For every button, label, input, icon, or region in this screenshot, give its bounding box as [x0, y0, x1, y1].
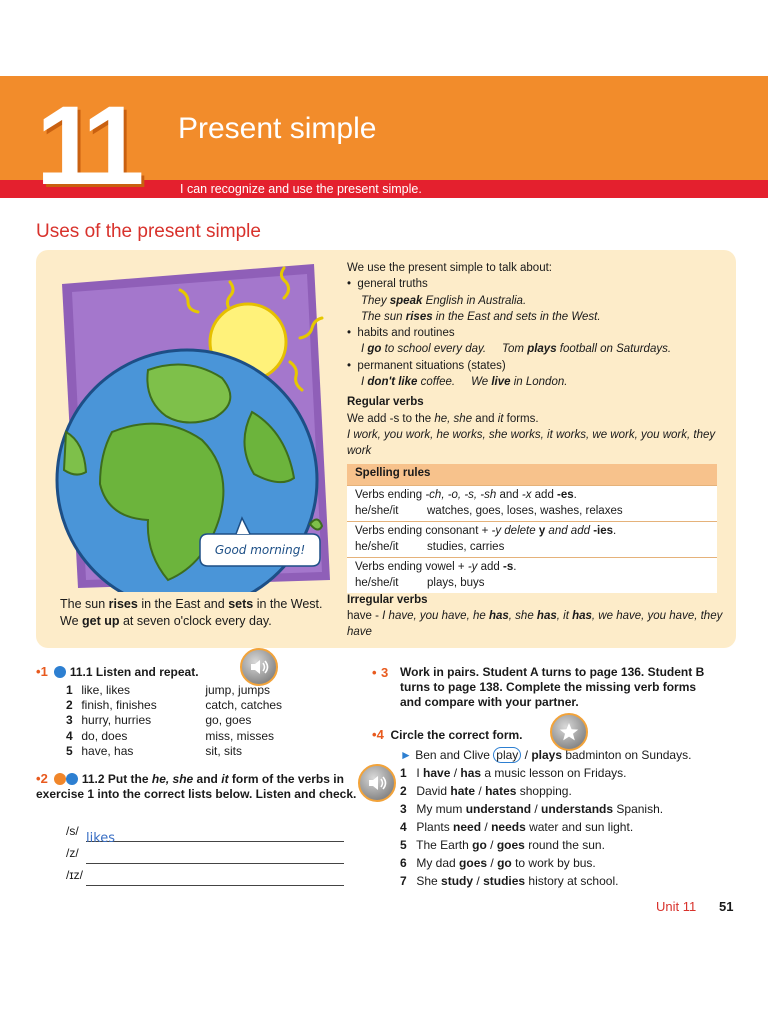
list-item: 3 hurry, hurries go, goes	[66, 713, 252, 728]
list-item: 4 do, does miss, misses	[66, 728, 275, 743]
list-item: 2 David hate / hates shopping.	[400, 784, 572, 798]
list-item: 6 My dad goes / go to work by bus.	[400, 856, 596, 870]
audio-track-icon[interactable]	[66, 773, 78, 785]
exercise-2-answer-lines	[66, 820, 344, 886]
exercise-1-word-list	[66, 683, 282, 759]
unit-number: 11	[36, 83, 135, 208]
star-icon	[559, 722, 579, 742]
exercise-2-number: 2	[40, 771, 48, 786]
exercise-1-header: •1 11.1 Listen and repeat.	[36, 664, 199, 679]
exercise-3-instruction: Work in pairs. Student A turns to page 136. Student B turns to page 138. Complete the missing verb forms and compare with your partner.	[400, 665, 705, 710]
irregular-verbs-heading: Irregular verbs	[347, 594, 428, 606]
use-example: They speak English in Australia.	[361, 294, 527, 307]
exercise-1-instruction: Listen and repeat.	[95, 665, 199, 679]
use-example: I don't like coffee. We live in London.	[361, 376, 568, 389]
regular-verbs-rule: We add -s to the he, she and it forms.	[347, 412, 539, 425]
irregular-verbs-text: have - I have, you have, he has, she has, it has, we have, you have, they have	[347, 610, 723, 638]
answer-line[interactable]: /ɪz/	[66, 864, 344, 886]
spelling-rule-row: Verbs ending -ch, -o, -s, -sh and -x add -es. he/she/it watches, goes, loses, washes, relaxes	[347, 485, 717, 521]
list-item: 4 Plants need / needs water and sun light.	[400, 820, 634, 834]
spelling-rule-row: Verbs ending vowel + -y add -s. he/she/it plays, buys	[347, 557, 717, 593]
list-item: 1 like, likes jump, jumps	[66, 683, 271, 697]
exercise-4-number: 4	[376, 727, 384, 742]
list-item: 7 She study / studies history at school.	[400, 874, 619, 888]
exercise-4-list	[400, 746, 691, 890]
unit-objective: I can recognize and use the present simple.	[180, 182, 422, 196]
exercise-4-header: •4 Circle the correct form.	[372, 727, 523, 742]
uses-intro: We use the present simple to talk about:	[347, 262, 552, 274]
speaker-icon	[249, 658, 269, 676]
audio-cd-icon	[54, 773, 66, 785]
exercise-3-number: 3	[381, 665, 389, 680]
speaker-icon	[367, 774, 387, 792]
section-heading: Uses of the present simple	[36, 221, 261, 242]
page-number: 51	[719, 899, 734, 914]
earth-sun-illustration	[52, 262, 332, 592]
audio-play-button[interactable]	[240, 648, 278, 686]
illustration-caption: The sun rises in the East and sets in the West. We get up at seven o'clock every day.	[60, 597, 323, 628]
circled-answer[interactable]: play	[493, 747, 521, 763]
use-item: • general truths	[347, 278, 428, 291]
exercise-1-track: 11.1	[69, 665, 93, 679]
uses-list	[347, 260, 732, 460]
list-item: 1 I have / has a music lesson on Fridays.	[400, 766, 627, 780]
use-item: • permanent situations (states)	[347, 359, 506, 372]
spelling-rules-heading: Spelling rules	[347, 464, 717, 485]
audio-play-button[interactable]	[358, 764, 396, 802]
use-example: The sun rises in the East and sets in the West.	[361, 310, 601, 323]
list-item: 5 The Earth go / goes round the sun.	[400, 838, 605, 852]
answer-line[interactable]: /z/	[66, 842, 344, 864]
unit-title: Present simple	[178, 112, 377, 145]
list-item: 3 My mum understand / understands Spanish.	[400, 802, 664, 816]
use-item: • habits and routines	[347, 327, 455, 340]
list-item: 2 finish, finishes catch, catches	[66, 698, 283, 713]
exercise-4-instruction: Circle the correct form.	[390, 728, 523, 742]
answer-line[interactable]: /s/ likes	[66, 820, 344, 842]
exercise-4-example: ► Ben and Clive play / plays badminton on Sundays.	[400, 748, 692, 762]
footer-unit: Unit 11	[656, 899, 697, 914]
audio-track-icon[interactable]	[54, 666, 66, 678]
irregular-verbs	[347, 592, 732, 640]
spelling-rules-table	[347, 464, 717, 593]
exercise-3: • 3 Work in pairs. Student A turns to page 136. Student B turns to page 138. Complete the missing verb forms and compare with your partner.	[372, 665, 712, 711]
use-example: I go to school every day. Tom plays football on Saturdays.	[361, 343, 672, 356]
exercise-2-track: 11.2	[81, 772, 105, 786]
list-item: 5 have, has sit, sits	[66, 743, 243, 758]
speech-bubble-text: Good morning!	[214, 543, 306, 557]
exercise-1-number: 1	[40, 664, 48, 679]
regular-verbs-examples: I work, you work, he works, she works, it works, we work, you work, they work	[347, 428, 716, 458]
spelling-rule-row: Verbs ending consonant + -y delete y and add -ies. he/she/it studies, carries	[347, 521, 717, 557]
exercise-2-header: •2 11.2 Put the he, she and it form of the verbs in exercise 1 into the correct lists below. Listen and check.	[36, 771, 357, 802]
regular-verbs-heading: Regular verbs	[347, 396, 424, 409]
